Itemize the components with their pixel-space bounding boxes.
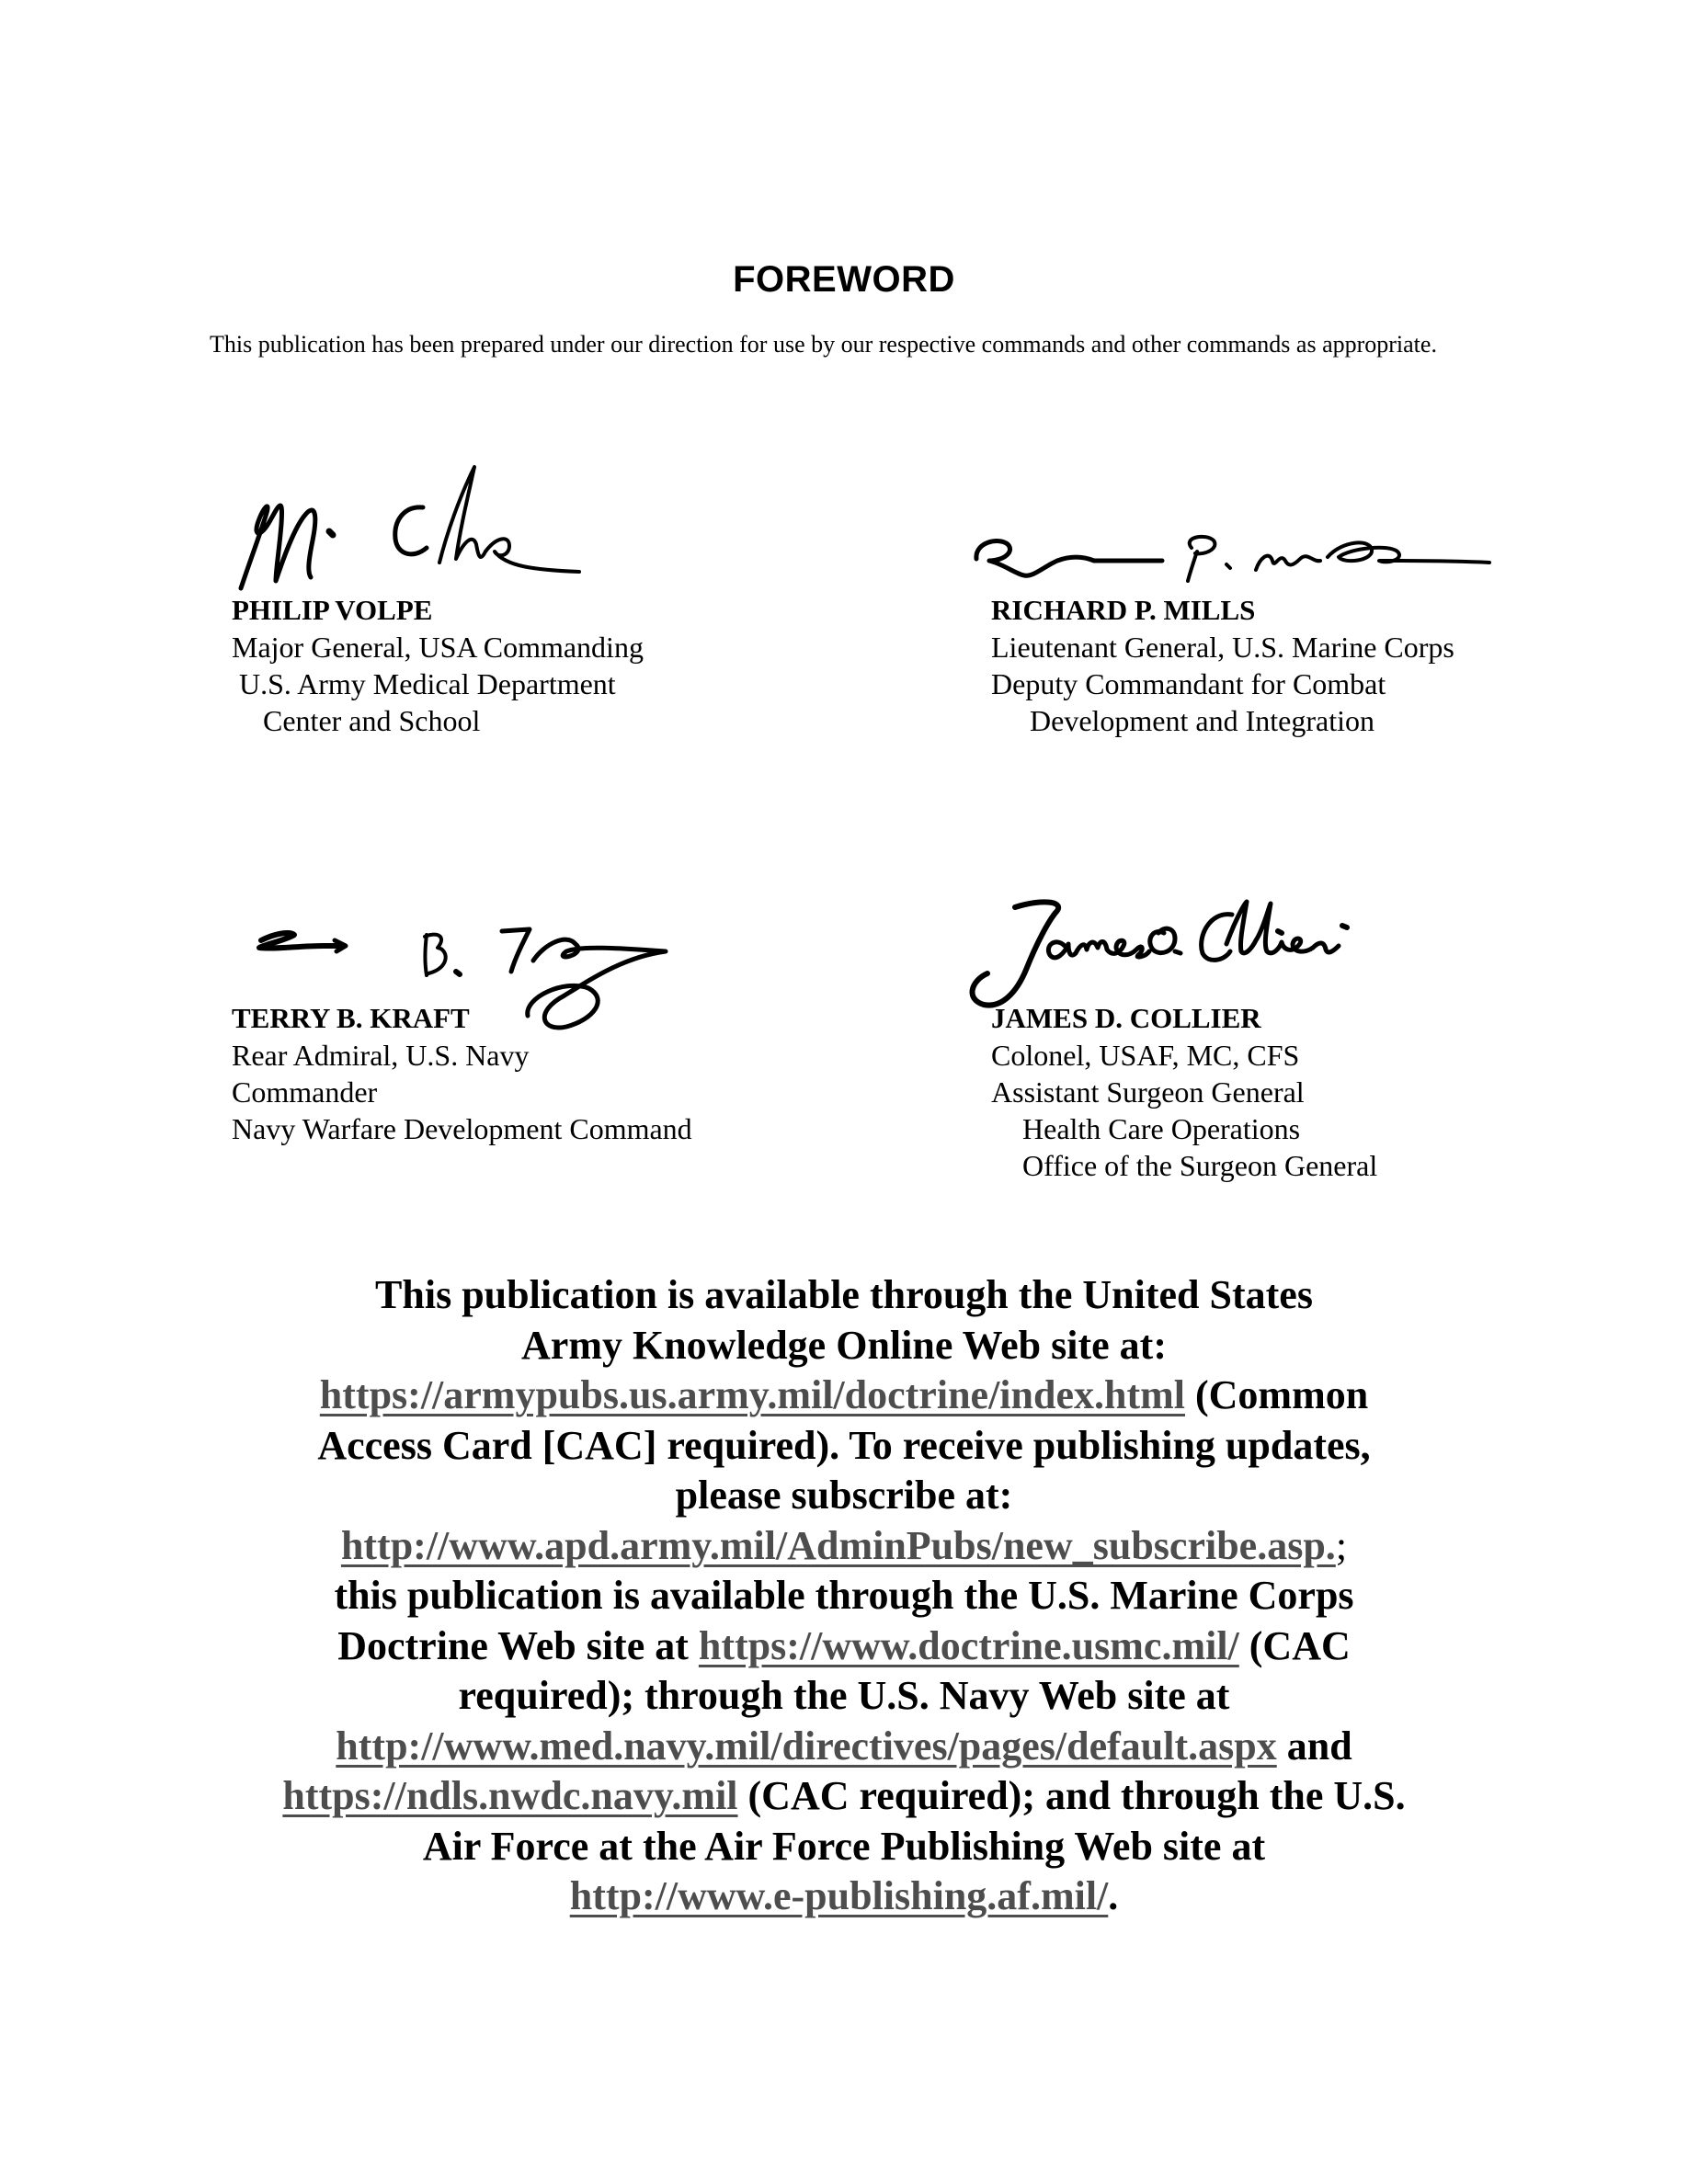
notice-text: Access Card [CAC] required). To receive publishing updates, [317,1422,1371,1468]
notice-text: and [1276,1723,1352,1769]
af-publishing-link[interactable]: http://www.e-publishing.af.mil/ [569,1873,1109,1918]
intro-paragraph: This publication has been prepared under our direction for use by our respective commands and other commands as appropriate. [210,331,1437,358]
signer-title: Colonel, USAF, MC, CFS [991,1039,1300,1072]
signer-title: Development and Integration [1030,704,1374,737]
navy-directives-link[interactable]: http://www.med.navy.mil/directives/pages/default.aspx [336,1723,1277,1769]
availability-line [147,1571,1541,1621]
notice-text: this publication is available through the U.S. Marine Corps [334,1573,1354,1618]
apd-subscribe-link[interactable]: http://www.apd.army.mil/AdminPubs/new_subscribe.asp. [340,1522,1336,1568]
notice-text: . [1108,1873,1119,1918]
notice-text: please subscribe at: [675,1473,1013,1518]
nwdc-link[interactable]: https://ndls.nwdc.navy.mil [282,1773,738,1818]
signature-volpe [230,460,598,597]
signer-title: Assistant Surgeon General [991,1075,1305,1109]
signature-mills [956,524,1499,588]
notice-text: (CAC required); and through the U.S. [737,1773,1406,1818]
availability-line [147,1270,1541,1321]
notice-text: Air Force at the Air Force Publishing Web site at [422,1823,1266,1869]
signer-title: Office of the Surgeon General [1022,1149,1378,1182]
notice-text: ; [1335,1522,1348,1568]
signer-title: Center and School [263,704,481,737]
availability-line [147,1671,1541,1722]
signer-name: JAMES D. COLLIER [991,1002,1261,1034]
notice-text: Army Knowledge Online Web site at: [521,1322,1167,1368]
signer-title: Major General, USA Commanding [232,631,644,664]
signer-title: Health Care Operations [1022,1112,1301,1145]
signer-volpe [232,592,644,739]
availability-line [147,1521,1541,1572]
signer-collier [991,1000,1377,1184]
signer-name: TERRY B. KRAFT [232,1002,470,1034]
usmc-doctrine-link[interactable]: https://www.doctrine.usmc.mil/ [698,1622,1239,1668]
availability-notice [147,1270,1541,1922]
signer-title: Lieutenant General, U.S. Marine Corps [991,631,1454,664]
signer-name: PHILIP VOLPE [232,594,433,626]
army-pubs-link[interactable]: https://armypubs.us.army.mil/doctrine/index.html [319,1372,1185,1417]
notice-text: (Common [1184,1372,1369,1417]
availability-line [147,1621,1541,1672]
availability-line [147,1471,1541,1521]
signer-name: RICHARD P. MILLS [991,594,1256,626]
signer-kraft [232,1000,692,1147]
signer-title: Deputy Commandant for Combat [991,667,1386,700]
notice-text: required); through the U.S. Navy Web site at [458,1673,1230,1718]
availability-line [147,1822,1541,1872]
signer-title: Rear Admiral, U.S. Navy [232,1039,530,1072]
notice-text: (CAC [1238,1622,1351,1668]
page-title: FOREWORD [733,259,955,300]
signer-title: Navy Warfare Development Command [232,1112,692,1145]
notice-text: This publication is available through the United States [375,1272,1313,1317]
availability-line [147,1771,1541,1822]
availability-line [147,1371,1541,1421]
availability-line [147,1722,1541,1772]
notice-text: Doctrine Web site at [337,1622,699,1668]
availability-line [147,1871,1541,1922]
availability-line [147,1421,1541,1472]
signer-mills [991,592,1454,739]
availability-line [147,1321,1541,1371]
signer-title: U.S. Army Medical Department [239,667,616,700]
signer-title: Commander [232,1075,378,1109]
